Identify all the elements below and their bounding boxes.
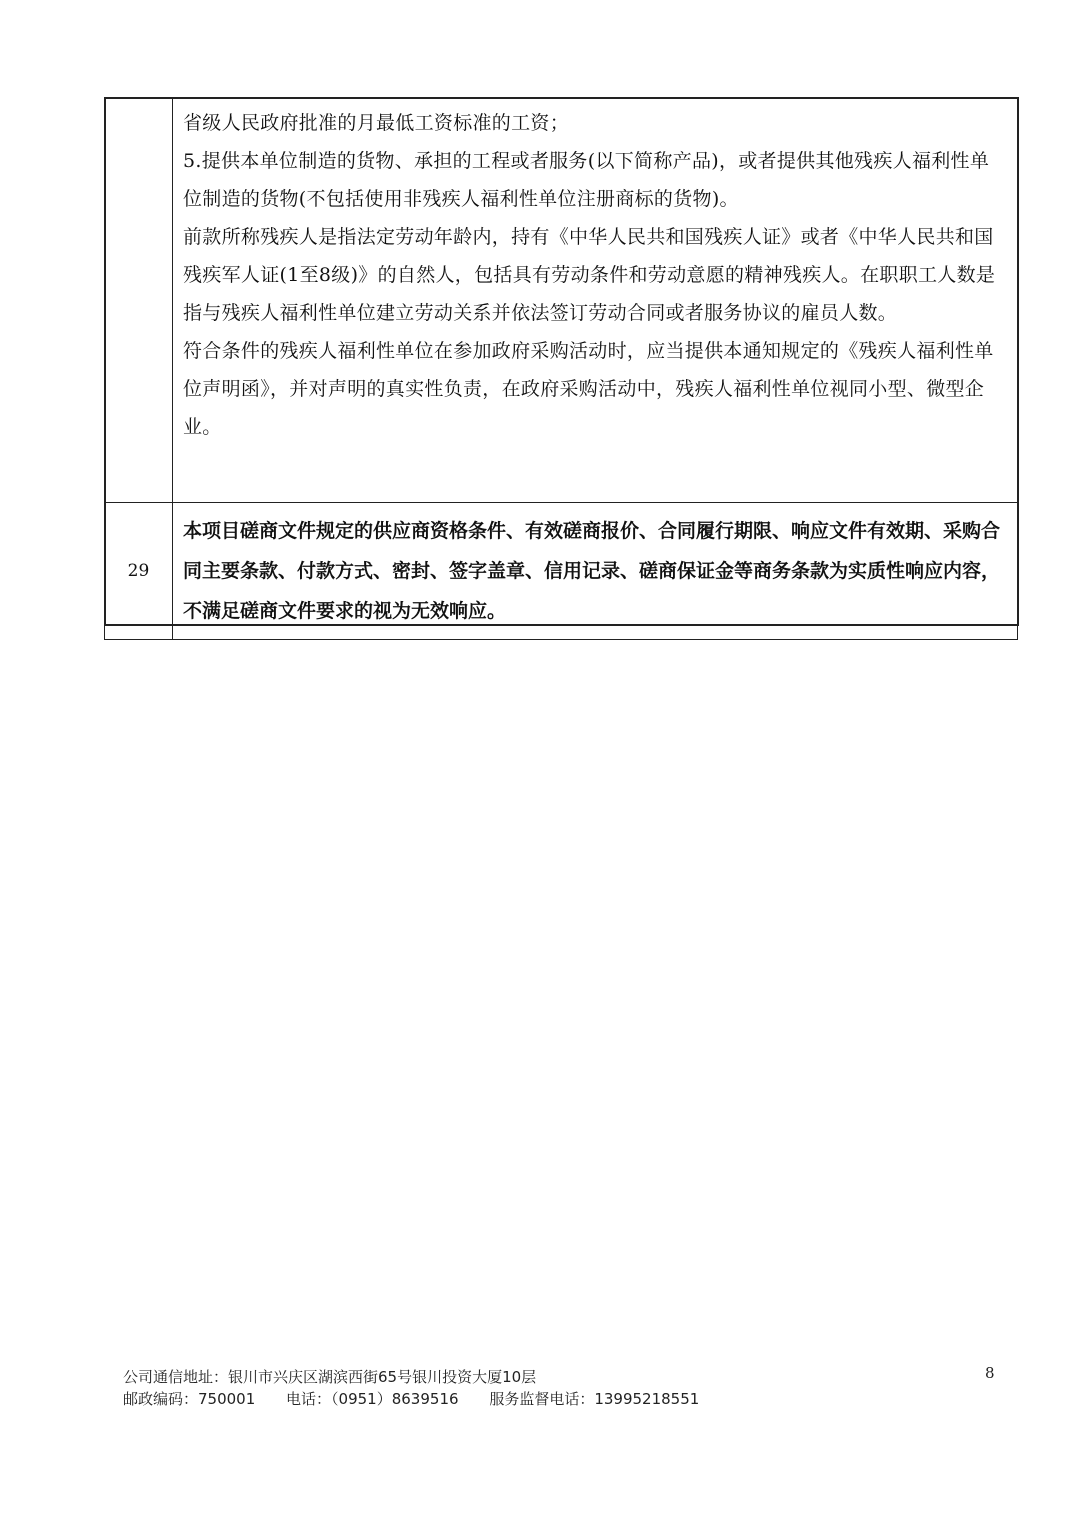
footer-supervision-phone: 服务监督电话：13995218551 <box>489 1390 700 1408</box>
footer-address: 公司通信地址：银川市兴庆区湖滨西街65号银川投资大厦10层 <box>123 1368 537 1386</box>
requirements-table <box>104 97 1018 640</box>
footer-postcode: 邮政编码：750001 <box>123 1390 256 1408</box>
page-number: 8 <box>985 1364 995 1382</box>
paragraph-disabled-definition: 前款所称残疾人是指法定劳动年龄内，持有《中华人民共和国残疾人证》或者《中华人民共和国残疾军人证(1至8级)》的自然人，包括具有劳动条件和劳动意愿的精神残疾人。在职职工人数是指与残疾人福利性单位建立劳动关系并依法签订劳动合同或者服务协议的雇员人数。 <box>183 226 996 324</box>
footer-phone: 电话：（0951）8639516 <box>286 1390 459 1408</box>
row-content-cell <box>173 98 1018 503</box>
paragraph-min-wage: 省级人民政府批准的月最低工资标准的工资； <box>183 112 570 134</box>
paragraph-item-5: 5.提供本单位制造的货物、承担的工程或者服务(以下简称产品)，或者提供其他残疾人福利性单位制造的货物(不包括使用非残疾人福利性单位注册商标的货物)。 <box>183 150 990 210</box>
page-footer <box>123 1366 725 1410</box>
paragraph-declaration-requirement: 符合条件的残疾人福利性单位在参加政府采购活动时，应当提供本通知规定的《残疾人福利性单位声明函》，并对声明的真实性负责，在政府采购活动中，残疾人福利性单位视同小型、微型企业。 <box>183 340 994 438</box>
footer-contact-line <box>123 1388 725 1410</box>
row-content-cell: 本项目磋商文件规定的供应商资格条件、有效磋商报价、合同履行期限、响应文件有效期、采购合同主要条款、付款方式、密封、签字盖章、信用记录、磋商保证金等商务条款为实质性响应内容，不满足磋商文件要求的视为无效响应。 <box>173 503 1018 640</box>
table-row <box>105 503 1018 640</box>
row-number-cell <box>105 98 173 503</box>
table-row <box>105 98 1018 503</box>
row-number-cell: 29 <box>105 503 173 640</box>
